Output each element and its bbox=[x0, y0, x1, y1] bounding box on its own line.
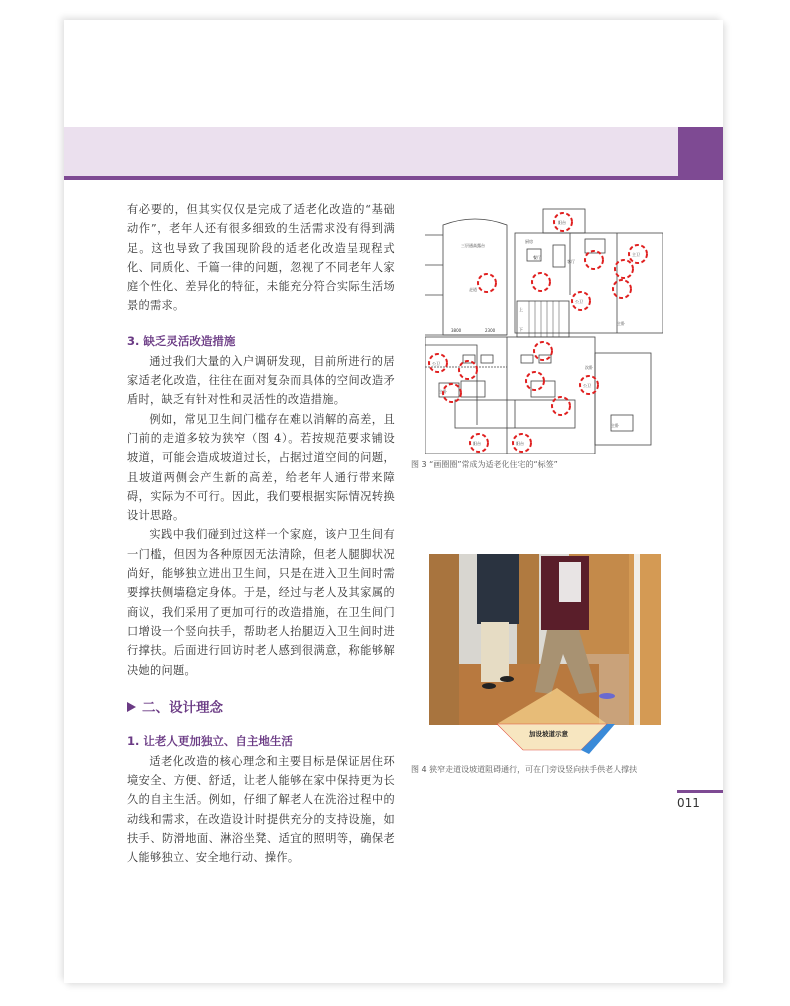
svg-text:阳台: 阳台 bbox=[473, 441, 481, 446]
svg-text:2300: 2300 bbox=[485, 328, 496, 333]
svg-text:阳台: 阳台 bbox=[558, 220, 566, 225]
svg-text:客厅: 客厅 bbox=[567, 259, 575, 264]
svg-text:主卫: 主卫 bbox=[632, 252, 640, 257]
svg-text:上: 上 bbox=[519, 307, 523, 312]
section-heading-1: 1. 让老人更加独立、自主地生活 bbox=[127, 733, 293, 748]
svg-text:加设坡道示意: 加设坡道示意 bbox=[529, 730, 568, 738]
svg-text:公卫: 公卫 bbox=[575, 299, 583, 304]
body-paragraph: 通过我们大量的入户调研发现，目前所进行的居家适老化改造，往往在面对复杂而具体的空间改造矛盾时，缺乏有针对性和灵活性的改造措施。 bbox=[127, 354, 395, 407]
section-heading-3: 3. 缺乏灵活改造措施 bbox=[127, 333, 236, 348]
chapter-heading bbox=[127, 694, 395, 722]
svg-text:公卫: 公卫 bbox=[432, 361, 440, 366]
figure-3-floor-plan bbox=[425, 205, 663, 454]
svg-text:走道: 走道 bbox=[469, 287, 477, 292]
page-number: 011 bbox=[677, 796, 700, 810]
svg-text:厨房: 厨房 bbox=[525, 239, 533, 244]
svg-text:下: 下 bbox=[519, 327, 523, 332]
figure-4-caption: 图 4 狭窄走道设坡道阻碍通行，可在门旁设竖向扶手供老人撑扶 bbox=[411, 765, 638, 774]
svg-text:主卧: 主卧 bbox=[439, 389, 447, 394]
chapter-heading-text: 二、设计理念 bbox=[142, 699, 223, 716]
left-text-column bbox=[127, 200, 395, 868]
figure-4-photo bbox=[429, 554, 661, 738]
triangle-right-icon bbox=[127, 702, 136, 712]
header-accent-block bbox=[678, 127, 723, 176]
svg-text:阳台: 阳台 bbox=[516, 441, 524, 446]
header-band bbox=[64, 127, 678, 176]
body-paragraph: 实践中我们碰到过这样一个家庭，该户卫生间有一门槛，但因为各种原因无法清除，但老人腿脚状况尚好，能够独立进出卫生间，只是在进入卫生间时需要撑扶侧墙稳定身体。于是，经过与老人及其家属的商议，我们采用了更加可行的改造措施，在卫生间门口增设一个竖向扶手，帮助老人抬腿迈入卫生间时进行撑扶。后面进行回访时老人感到很满意，称能够解决她的问题。 bbox=[127, 528, 395, 677]
svg-text:三层通高露台: 三层通高露台 bbox=[461, 243, 485, 248]
svg-text:次卧: 次卧 bbox=[585, 365, 593, 370]
intro-paragraph: 有必要的，但其实仅仅是完成了适老化改造的“基础动作”，老年人还有很多细致的生活需求没有得到满足。这也导致了我国现阶段的适老化改造呈现程式化、同质化、千篇一律的问题，忽视了不同老年人家庭个性化、差异化的特征，未能充分符合实际生活场景的需求。 bbox=[127, 203, 395, 313]
body-paragraph: 适老化改造的核心理念和主要目标是保证居住环境安全、方便、舒适，让老人能够在家中保持更为长久的自主生活。例如，仔细了解老人在洗浴过程中的动线和需求，在改造设计时提供充分的支持设施，如扶手、防滑地面、淋浴坐凳、适宜的照明等，确保老人能够独立、安全地行动、操作。 bbox=[127, 754, 395, 865]
svg-text:主卧: 主卧 bbox=[617, 321, 625, 326]
svg-text:3800: 3800 bbox=[451, 328, 462, 333]
figure-3-caption: 图 3 “画圈圈”常成为适老化住宅的“标签” bbox=[411, 460, 558, 469]
header-rule bbox=[64, 176, 723, 180]
page-number-rule bbox=[677, 790, 723, 793]
body-paragraph: 例如，常见卫生间门槛存在难以消解的高差，且门前的走道多较为狭窄（图 4）。若按规范要求铺设坡道，可能会造成坡道过长，占据过道空间的问题，且坡道两侧会产生新的高差，给老年人通行带来障碍，实际为不可行。因此，我们要根据实际情况转换设计思路。 bbox=[127, 412, 395, 523]
svg-text:主卧: 主卧 bbox=[611, 423, 619, 428]
svg-text:餐厅: 餐厅 bbox=[533, 255, 541, 260]
svg-text:公卫: 公卫 bbox=[583, 383, 591, 388]
